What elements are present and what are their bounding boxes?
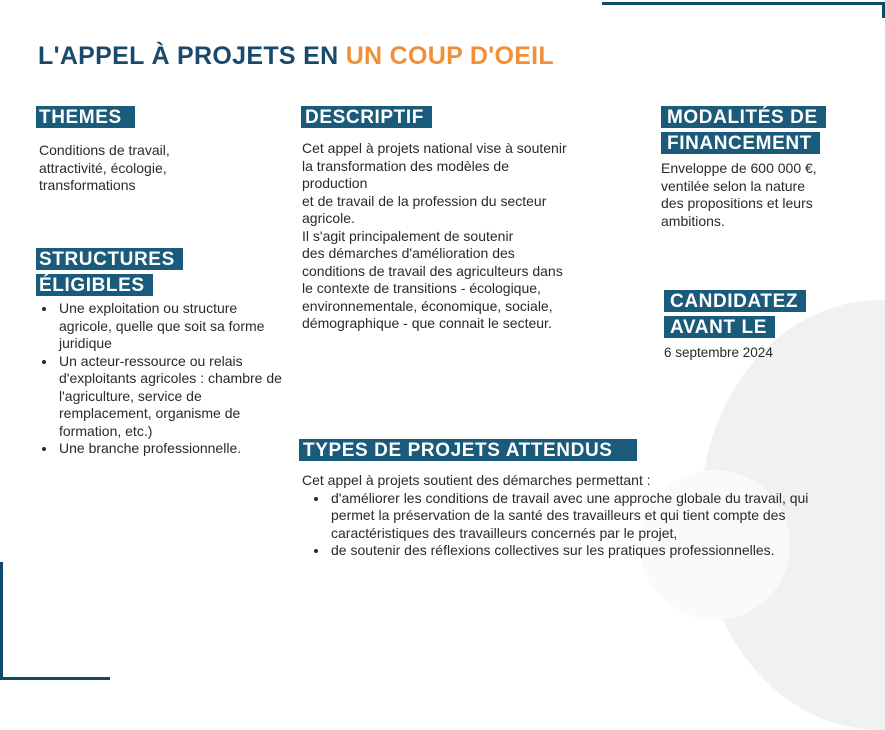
types-list bbox=[299, 490, 834, 560]
descriptif-line: la transformation des modèles de bbox=[302, 157, 509, 174]
descriptif-line: le contexte de transitions - écologique, bbox=[302, 280, 541, 296]
deadline-heading-line2: AVANT LE bbox=[664, 316, 775, 338]
themes-line: attractivité, écologie, bbox=[39, 159, 167, 176]
descriptif-line: des démarches d'amélioration des bbox=[302, 245, 515, 261]
themes-heading: THEMES bbox=[36, 106, 135, 128]
modalites-line: Enveloppe de 600 000 €, bbox=[661, 160, 817, 176]
descriptif-line: Il s'agit principalement de soutenir bbox=[302, 227, 514, 244]
descriptif-line: conditions de travail des agriculteurs dans bbox=[302, 262, 563, 279]
themes-text bbox=[36, 142, 266, 195]
structures-heading-line1: STRUCTURES bbox=[36, 248, 183, 270]
types-heading: TYPES DE PROJETS ATTENDUS bbox=[299, 439, 637, 461]
themes-section bbox=[36, 106, 266, 195]
decorative-frame-top bbox=[602, 2, 885, 18]
descriptif-line: production bbox=[302, 175, 368, 191]
modalites-line: ambitions. bbox=[661, 212, 725, 229]
themes-line: Conditions de travail, bbox=[39, 142, 170, 158]
descriptif-line: et de travail de la profession du secteur bbox=[302, 192, 547, 209]
types-intro: Cet appel à projets soutient des démarches permettant : bbox=[302, 472, 651, 488]
modalites-line: des propositions et leurs bbox=[661, 195, 813, 211]
descriptif-text bbox=[301, 140, 631, 333]
descriptif-line: démographique - que connait le secteur. bbox=[302, 315, 552, 331]
list-item: • Une branche professionnelle. bbox=[57, 440, 287, 458]
deadline-date: 6 septembre 2024 bbox=[664, 345, 773, 360]
descriptif-section bbox=[301, 106, 631, 333]
modalites-section bbox=[661, 106, 871, 230]
deadline-section bbox=[664, 290, 864, 362]
list-item: • Un acteur-ressource ou relais d'exploitants agricoles : chambre de l'agriculture, service de remplacement, organisme de formation, etc.) bbox=[57, 353, 287, 441]
deadline-heading-line1: CANDIDATEZ bbox=[664, 290, 806, 312]
descriptif-line: agricole. bbox=[302, 210, 355, 226]
list-item: • de soutenir des réflexions collectives sur les pratiques professionnelles. bbox=[329, 542, 834, 560]
page-title-accent: UN COUP D'OEIL bbox=[345, 42, 555, 70]
list-item: • d'améliorer les conditions de travail avec une approche globale du travail, qui permet la préservation de la santé des travailleurs et qui tient compte des caractéristiques des travailleurs concernés par le projet, bbox=[329, 490, 834, 543]
page-title-main: L'APPEL À PROJETS EN bbox=[38, 42, 346, 70]
descriptif-heading: DESCRIPTIF bbox=[301, 106, 432, 128]
themes-line: transformations bbox=[39, 177, 136, 193]
descriptif-line: environnementale, économique, sociale, bbox=[302, 297, 553, 314]
decorative-frame-bottom bbox=[0, 562, 110, 680]
structures-list bbox=[36, 300, 287, 458]
types-section bbox=[299, 439, 844, 560]
list-item: • Une exploitation ou structure agricole, quelle que soit sa forme juridique bbox=[57, 300, 287, 353]
modalites-text bbox=[661, 160, 871, 230]
modalites-heading-line2: FINANCEMENT bbox=[661, 132, 820, 154]
structures-section bbox=[36, 248, 281, 458]
page-title bbox=[38, 42, 554, 71]
structures-heading-line2: ÉLIGIBLES bbox=[36, 274, 153, 296]
modalites-heading-line1: MODALITÉS DE bbox=[661, 106, 826, 128]
modalites-line: ventilée selon la nature bbox=[661, 177, 805, 194]
descriptif-line: Cet appel à projets national vise à soutenir bbox=[302, 140, 567, 156]
